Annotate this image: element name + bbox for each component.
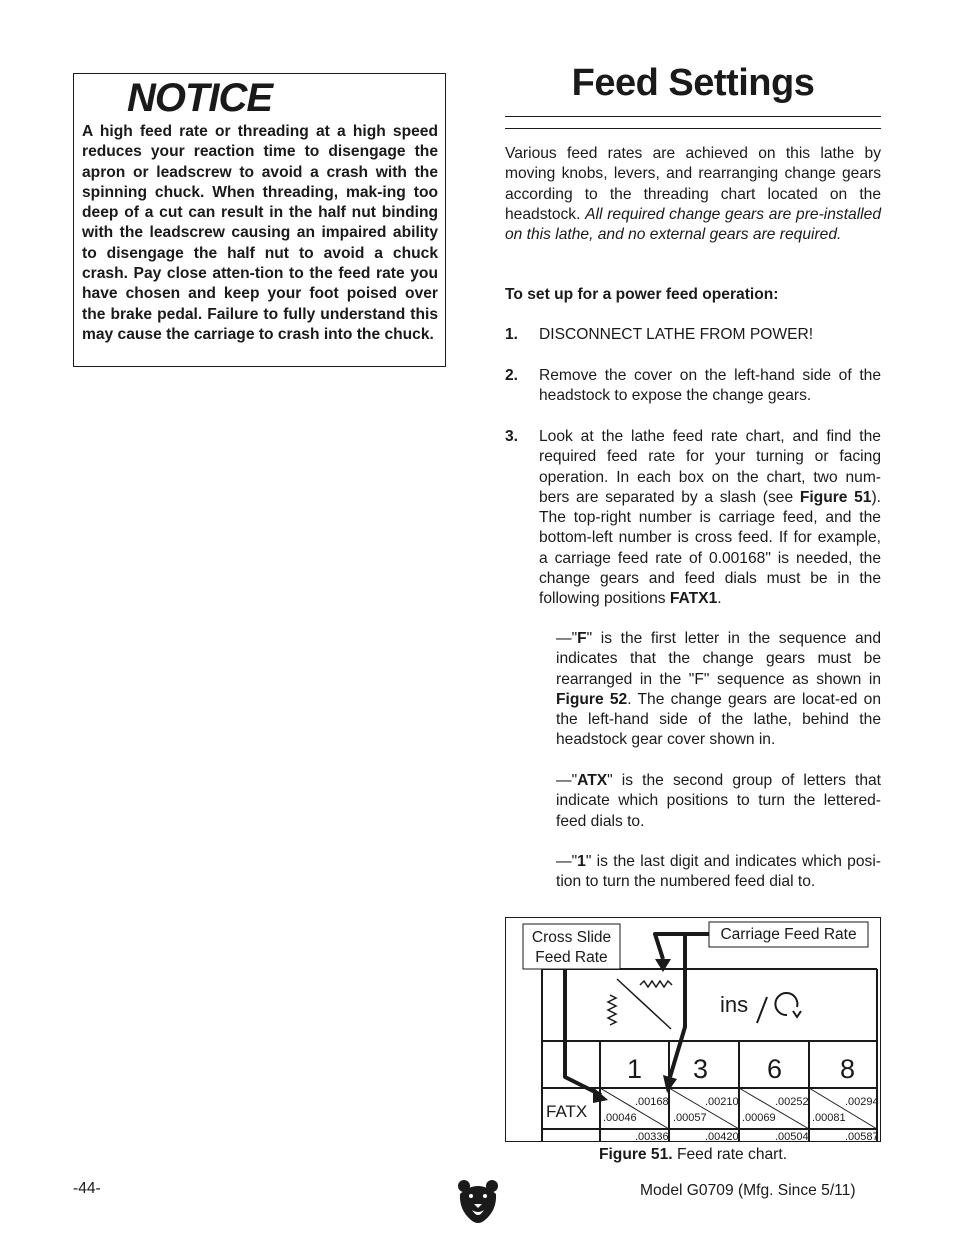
step-2	[505, 366, 881, 407]
bullet-prefix: —"	[556, 772, 578, 789]
bullet-atx	[539, 771, 881, 832]
dial-number: 1	[627, 1054, 643, 1084]
step-text-part: .	[717, 590, 722, 608]
section-title: Feed Settings	[571, 62, 815, 104]
row-code: FATX	[546, 1102, 588, 1121]
dial-number: 6	[767, 1054, 783, 1084]
step-number: 1.	[505, 326, 519, 343]
units-label: ins	[720, 992, 749, 1017]
cross-feed-value: .00046	[603, 1112, 637, 1124]
figure-caption-text: Feed rate chart.	[672, 1146, 788, 1163]
bullet-text: " is the first letter in the sequence and indicates that the change gears must be rearranged in the "F" sequence as shown in	[556, 630, 881, 688]
step-text	[539, 427, 881, 610]
intro-paragraph	[505, 144, 881, 245]
step-text: Remove the cover on the left-hand side of the headstock to expose the change gears.	[539, 367, 881, 405]
step-text: DISCONNECT LATHE FROM POWER!	[539, 326, 814, 343]
carriage-feed-value: .00504	[775, 1131, 809, 1142]
step-number: 3.	[505, 428, 519, 445]
carriage-feed-value: .00294	[845, 1096, 879, 1108]
step-text-part: ). The top-right number is carriage feed, and the bottom-left number is cross feed. If for example, a carriage feed rate of 0.00168" is needed, the change gears and feed dials must be in the following positions	[539, 488, 882, 608]
feed-rate-chart-figure	[505, 917, 881, 1142]
step-3	[505, 427, 881, 610]
figure-caption-label: Figure 51.	[598, 1146, 673, 1163]
intro-italic: All required change gears are pre-installed on this lathe, and no external gears are required.	[505, 205, 881, 244]
bullet-key: F	[577, 630, 587, 647]
figure-51-reference: Figure 51	[799, 488, 872, 506]
model-info: Model G0709 (Mfg. Since 5/11)	[640, 1182, 856, 1199]
step-text-part: Look at the lathe feed rate chart, and find the required feed rate for your turning or facing operation. In each box on the chart, two num-bers are separated by a slash (see	[539, 428, 881, 506]
cross-feed-value: .00057	[673, 1112, 707, 1124]
dial-number: 8	[840, 1054, 856, 1084]
step-1	[505, 325, 881, 345]
bullet-prefix: —"	[556, 853, 578, 870]
bullet-text: " is the last digit and indicates which posi-tion to turn the numbered feed dial to.	[556, 853, 881, 891]
bullet-text: " is the second group of letters that indicate which positions to turn the lettered-feed dials to.	[556, 772, 881, 830]
carriage-label: Carriage Feed Rate	[720, 926, 857, 943]
bullet-prefix: —"	[556, 630, 578, 647]
figure-52-reference: Figure 52	[556, 690, 628, 708]
carriage-feed-value: .00587	[845, 1131, 879, 1142]
notice-box	[73, 73, 446, 367]
cross-slide-label-line2: Feed Rate	[535, 949, 608, 966]
bullet-key: 1	[577, 853, 586, 870]
bullet-1	[539, 852, 881, 893]
title-rule-top	[505, 116, 881, 117]
intro-plain: Various feed rates are achieved on this lathe by moving knobs, levers, and rearranging change gears according to the threading chart located on the headstock.	[505, 145, 881, 223]
dial-number: 3	[693, 1054, 709, 1084]
carriage-feed-value: .00336	[635, 1131, 669, 1142]
carriage-feed-value: .00252	[775, 1096, 809, 1108]
step-number: 2.	[505, 367, 519, 384]
carriage-feed-value: .00210	[705, 1096, 739, 1108]
figure-caption	[505, 1146, 881, 1164]
title-rule-bottom	[505, 128, 881, 129]
bullet-text: . The change gears are locat-ed on the left-hand side of the lathe, behind the headstock gear cover shown in.	[556, 690, 881, 749]
bear-logo-icon	[455, 1176, 501, 1226]
cross-slide-label-line1: Cross Slide	[531, 929, 612, 946]
cross-feed-value: .00069	[742, 1112, 776, 1124]
bullet-key: ATX	[577, 772, 608, 789]
cross-feed-value: .00081	[812, 1112, 846, 1124]
carriage-feed-value: .00420	[705, 1131, 739, 1142]
notice-body: A high feed rate or threading at a high speed reduces your reaction time to disengage the apron or leadscrew to avoid a crash with the spinning chuck. When threading, mak-ing too deep of a cut can result in the half nut binding with the leadscrew causing an impaired ability to disengage the half nut to avoid a chuck crash. Pay close atten-tion to the feed rate you have chosen and keep your foot poised over the brake pedal. Failure to fully understand this may cause the carriage to crash into the chuck.	[82, 123, 438, 343]
carriage-feed-value: .00168	[635, 1096, 669, 1108]
bullet-f	[539, 629, 881, 751]
page-number: -44-	[73, 1180, 101, 1197]
code-fatx1: FATX1	[669, 590, 718, 608]
notice-title: NOTICE	[126, 76, 273, 120]
setup-heading: To set up for a power feed operation:	[505, 286, 779, 303]
